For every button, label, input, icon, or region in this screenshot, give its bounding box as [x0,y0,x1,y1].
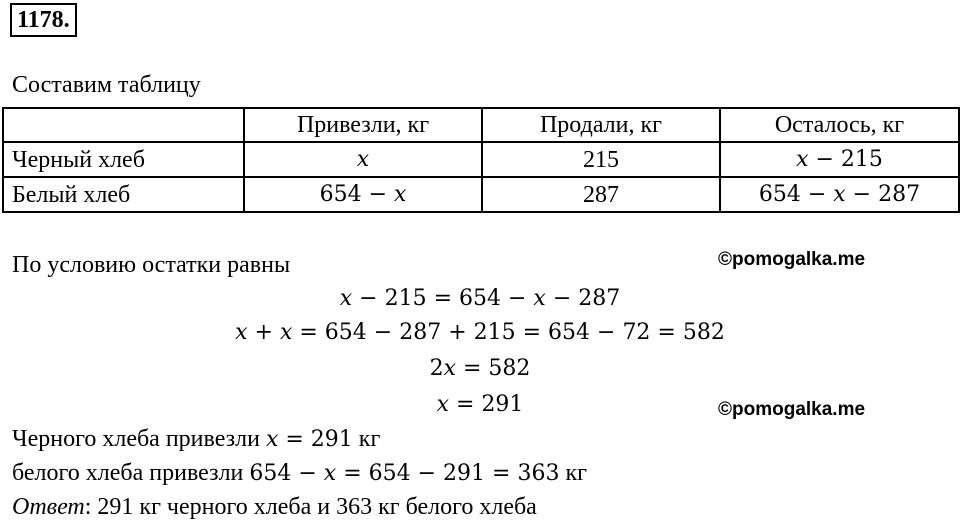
watermark: ©pomogalka.me [718,399,866,420]
table-header-cell: Привезли, кг [244,108,482,142]
answer-label: Ответ [12,494,85,520]
table-row-label: Черный хлеб [3,142,244,177]
intro-text: Составим таблицу [12,72,201,98]
table-cell-math: 654 − 𝑥 [319,182,407,207]
table-cell: 287 [482,177,720,212]
table-cell-math: 𝑥 [356,147,370,172]
watermark: ©pomogalka.me [718,249,866,270]
result-white-bread [12,460,587,487]
result-unit: кг [559,460,587,486]
table-cell-math: 𝑥 − 215 [796,147,883,172]
table-header-cell [3,108,244,142]
equation-2: 𝑥 + 𝑥 = 654 − 287 + 215 = 654 − 72 = 582 [235,320,725,345]
data-table [2,107,960,213]
equation-4: 𝑥 = 291 [436,392,524,417]
result-unit: кг [352,426,381,452]
table-cell [244,142,482,177]
table-row [3,142,959,177]
result-text: белого хлеба привезли [12,460,250,486]
problem-number: 1178. [10,3,77,37]
result-math: 𝑥 = 291 [265,427,353,452]
table-header-cell: Осталось, кг [720,108,959,142]
equation-1: 𝑥 − 215 = 654 − 𝑥 − 287 [339,286,621,311]
answer-line [12,494,537,521]
table-cell-math: 654 − 𝑥 − 287 [758,182,921,207]
table-cell [244,177,482,212]
table-cell [720,177,959,212]
result-math: 654 − 𝑥 = 654 − 291 = 363 [249,461,560,486]
table-header-cell: Продали, кг [482,108,720,142]
table-row-label: Белый хлеб [3,177,244,212]
equation-3: 2𝑥 = 582 [429,356,531,381]
table-header-row [3,108,959,142]
result-black-bread [12,426,380,453]
result-text: Черного хлеба привезли [12,426,266,452]
answer-text: : 291 кг черного хлеба и 363 кг белого хлеба [84,494,537,520]
table-cell [720,142,959,177]
condition-text: По условию остатки равны [12,252,291,278]
table-cell: 215 [482,142,720,177]
table-row [3,177,959,212]
